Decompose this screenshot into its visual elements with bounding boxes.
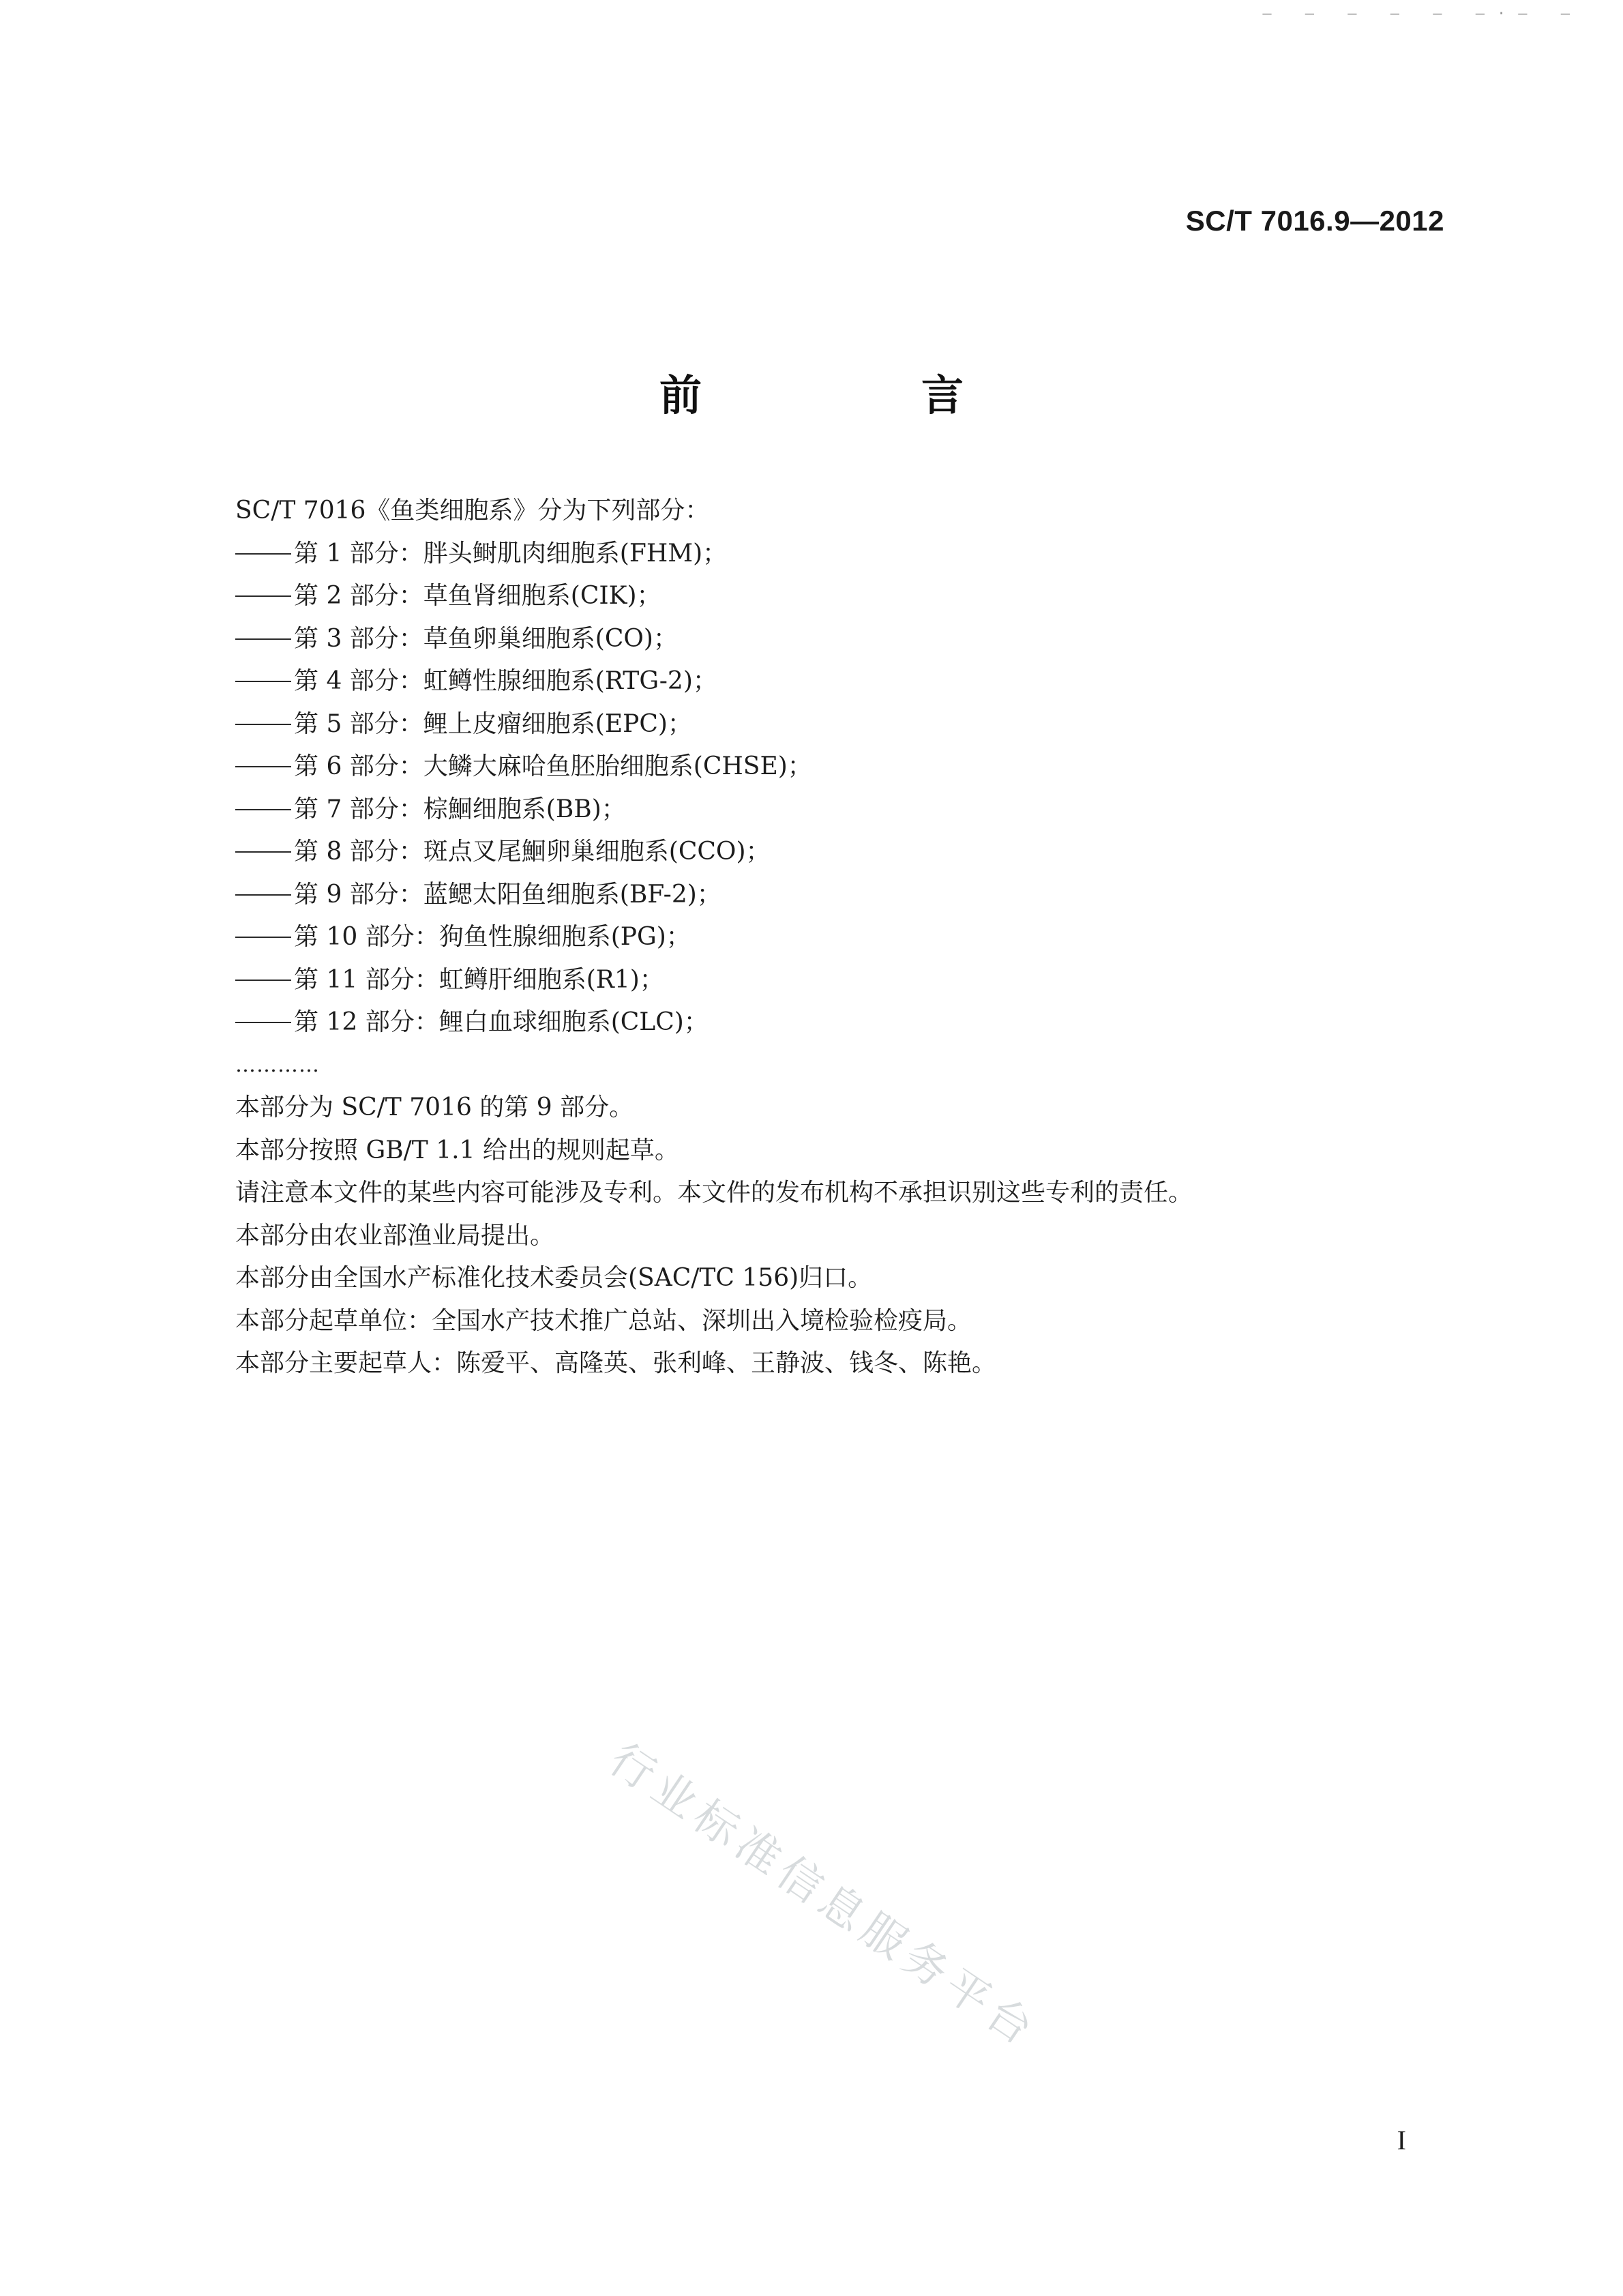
part-text: 第 4 部分：虹鳟性腺细胞系(RTG-2)； [294, 667, 717, 695]
em-dash [235, 1022, 291, 1023]
list-item [235, 533, 1408, 576]
statement-line: 本部分起草单位：全国水产技术推广总站、深圳出入境检验检疫局。 [235, 1306, 972, 1335]
em-dash [235, 809, 291, 810]
part-text: 第 5 部分：鲤上皮瘤细胞系(EPC)； [294, 709, 692, 738]
part-text: 第 8 部分：斑点叉尾鮰卵巢细胞系(CCO)； [294, 838, 771, 866]
list-item [235, 575, 1408, 618]
scan-artifact-marks: – – – – – –·– – [1262, 5, 1582, 23]
statement-line: 本部分为 SC/T 7016 的第 9 部分。 [235, 1093, 634, 1121]
em-dash [235, 980, 291, 981]
em-dash [235, 681, 291, 682]
em-dash [235, 894, 291, 896]
em-dash [235, 766, 291, 767]
em-dash [235, 851, 291, 853]
list-item [235, 1001, 1408, 1044]
em-dash [235, 638, 291, 640]
part-text: 第 1 部分：胖头鲥肌肉细胞系(FHM)； [294, 539, 728, 568]
em-dash [235, 937, 291, 938]
foreword-body [235, 490, 1408, 1385]
continuation-ellipsis: ………… [235, 1053, 320, 1077]
list-item [235, 874, 1408, 917]
list-item [235, 703, 1408, 746]
list-item [235, 959, 1408, 1002]
statement-line: 本部分按照 GB/T 1.1 给出的规则起草。 [235, 1136, 679, 1164]
list-item [235, 789, 1408, 831]
standard-code: SC/T 7016.9—2012 [1185, 205, 1444, 237]
part-text: 第 3 部分：草鱼卵巢细胞系(CO)； [294, 624, 678, 653]
watermark-text: 行业标准信息服务平台 [600, 1734, 1047, 2059]
statement-line: 本部分主要起草人：陈爱平、高隆英、张利峰、王静波、钱冬、陈艳。 [235, 1349, 997, 1377]
intro-line: SC/T 7016《鱼类细胞系》分为下列部分： [235, 497, 710, 525]
part-text: 第 2 部分：草鱼肾细胞系(CIK)； [294, 582, 661, 610]
list-item [235, 916, 1408, 959]
em-dash [235, 595, 291, 597]
part-text: 第 10 部分：狗鱼性腺细胞系(PG)； [294, 923, 691, 951]
list-item [235, 746, 1408, 789]
part-text: 第 7 部分：棕鮰细胞系(BB)； [294, 795, 626, 823]
part-text: 第 9 部分：蓝鳃太阳鱼细胞系(BF-2)； [294, 880, 721, 909]
em-dash [235, 724, 291, 725]
statement-line: 本部分由农业部渔业局提出。 [235, 1221, 555, 1250]
part-text: 第 6 部分：大鳞大麻哈鱼胚胎细胞系(CHSE)； [294, 752, 812, 780]
list-item [235, 618, 1408, 661]
page-title: 前 言 [659, 370, 1052, 420]
list-item [235, 831, 1408, 874]
list-item [235, 660, 1408, 703]
em-dash [235, 553, 291, 555]
part-text: 第 11 部分：虹鳟肝细胞系(R1)； [294, 965, 664, 994]
statement-line: 请注意本文件的某些内容可能涉及专利。本文件的发布机构不承担识别这些专利的责任。 [235, 1179, 1193, 1207]
statement-line: 本部分由全国水产标准化技术委员会(SAC/TC 156)归口。 [235, 1264, 873, 1292]
part-text: 第 12 部分：鲤白血球细胞系(CLC)； [294, 1008, 709, 1036]
page-number: I [1397, 2125, 1406, 2155]
